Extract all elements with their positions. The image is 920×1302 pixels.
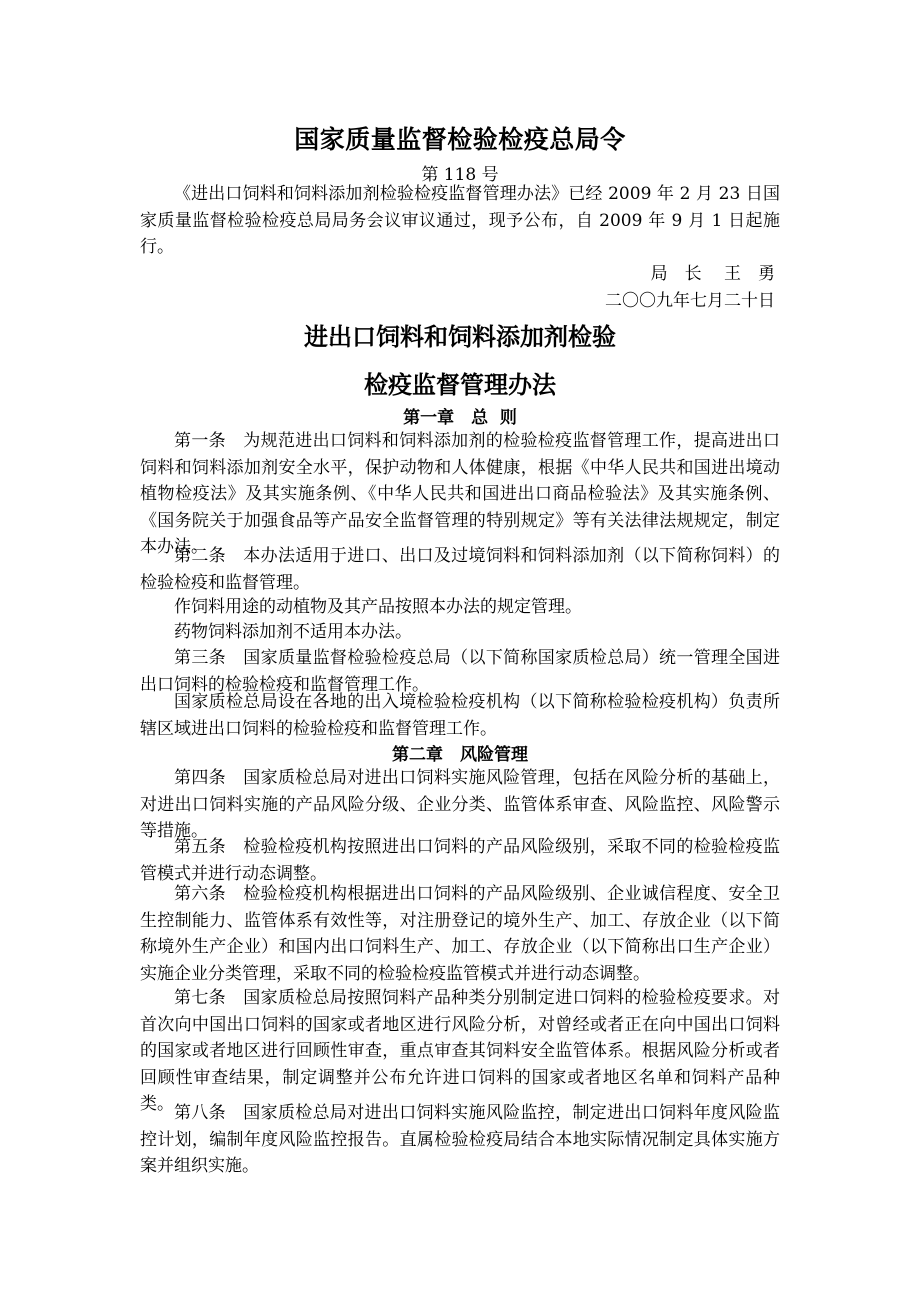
article-paragraph: 第七条 国家质检总局按照饲料产品种类分别制定进口饲料的检验检疫要求。对首次向中国出口饲料的国家或者地区进行风险分析，对曾经或者正在向中国出口饲料的国家或者地区进行回顾性审查，重点审查其饲料安全监管体系。根据风险分析或者回顾性审查结果，制定调整并公布允许进口饲料的国家或者地区名单和饲料产品种类。 [140, 988, 780, 1114]
chapter-heading: 第一章 总 则 [403, 408, 517, 428]
article-paragraph: 药物饲料添加剂不适用本办法。 [174, 622, 412, 642]
signer: 局 长 王 勇 [650, 264, 775, 284]
article-paragraph: 第八条 国家质检总局对进出口饲料实施风险监控，制定进出口饲料年度风险监控计划，编制年度风险监控报告。直属检验检疫局结合本地实际情况制定具体实施方案并组织实施。 [140, 1103, 780, 1176]
article-paragraph: 作饲料用途的动植物及其产品按照本办法的规定管理。 [174, 597, 582, 617]
article-paragraph: 国家质检总局设在各地的出入境检验检疫机构（以下简称检验检疫机构）负责所辖区域进出口饲料的检验检疫和监督管理工作。 [140, 692, 780, 739]
article-paragraph: 第六条 检验检疫机构根据进出口饲料的产品风险级别、企业诚信程度、安全卫生控制能力、监管体系有效性等，对注册登记的境外生产、加工、存放企业（以下简称境外生产企业）和国内出口饲料生产、加工、存放企业（以下简称出口生产企业）实施企业分类管理，采取不同的检验检疫监管模式并进行动态调整。 [140, 884, 780, 984]
article-paragraph: 第一条 为规范进出口饲料和饲料添加剂的检验检疫监督管理工作，提高进出口饲料和饲料添加剂安全水平，保护动物和人体健康，根据《中华人民共和国进出境动植物检疫法》及其实施条例、《中华人民共和国进出口商品检验法》及其实施条例、《国务院关于加强食品等产品安全监督管理的特别规定》等有关法律法规规定，制定本办法。 [140, 431, 780, 557]
sign-date: 二〇〇九年七月二十日 [605, 291, 775, 311]
law-title-line2: 检疫监督管理办法 [364, 371, 556, 399]
decree-title: 国家质量监督检验检疫总局令 [294, 125, 626, 154]
article-paragraph: 第四条 国家质检总局对进出口饲料实施风险管理，包括在风险分析的基础上，对进出口饲料实施的产品风险分级、企业分类、监管体系审查、风险监控、风险警示等措施。 [140, 768, 780, 841]
chapter-heading: 第二章 风险管理 [392, 745, 528, 765]
decree-intro: 《进出口饲料和饲料添加剂检验检疫监督管理办法》已经 2009 年 2 月 23 日国家质量监督检验检疫总局局务会议审议通过，现予公布，自 2009 年 9 月 1 日起施行。 [140, 184, 780, 257]
law-title-line1: 进出口饲料和饲料添加剂检验 [304, 323, 616, 351]
article-paragraph: 第二条 本办法适用于进口、出口及过境饲料和饲料添加剂（以下简称饲料）的检验检疫和监督管理。 [140, 546, 780, 593]
article-paragraph: 第三条 国家质量监督检验检疫总局（以下简称国家质检总局）统一管理全国进出口饲料的检验检疫和监督管理工作。 [140, 648, 780, 695]
article-paragraph: 第五条 检验检疫机构按照进出口饲料的产品风险级别，采取不同的检验检疫监管模式并进行动态调整。 [140, 837, 780, 884]
decree-number: 第 118 号 [421, 165, 499, 185]
